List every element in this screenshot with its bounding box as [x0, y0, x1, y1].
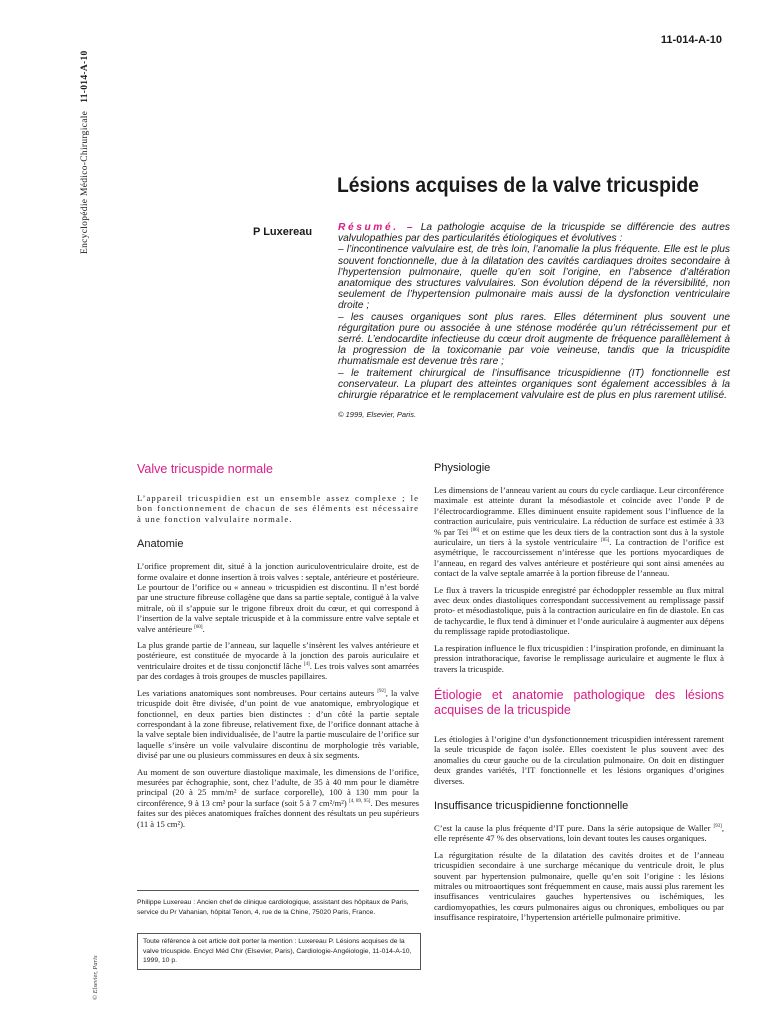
paragraph: La respiration influence le flux tricuspidien : l’inspiration profonde, en diminuant la pression intrathoracique, favorise le remplissage auriculaire et augmente le flux à travers la tricuspide. — [434, 642, 724, 674]
paragraph: L’orifice proprement dit, situé à la jonction auriculoventriculaire droite, est de forme ovalaire et donne insertion à trois valves : septale, antérieure et postérieure. Le pourtour de l’orifice ou « anneau » tricuspidien est discontinu. Il n’est bordé par une structure fibreuse collagène que dans sa partie septale, contiguë à la valve mitrale, où il s’appuie sur le trigone fibreux droit du cœur, et qui correspond à l’insertion de la valve septale tricuspide et à la commissure entre valve septale et valve antérieure [60]. — [137, 561, 419, 634]
paragraph: L’appareil tricuspidien est un ensemble assez complexe ; le bon fonctionnement de chacun de ses éléments est nécessaire à une fonction valvulaire normale. — [137, 493, 419, 524]
paragraph: Les dimensions de l’anneau varient au cours du cycle cardiaque. Leur circonférence maximale est atteinte durant la mésodiastole et coïncide avec l’onde P de l’électrocardiogramme. Elles diminuent ensuite rapidement sous l’influence de la contraction auriculaire, puis ventriculaire. La réduction de surface est estimée à 33 % par Tei [86] et on estime que les deux tiers de la contraction sont dus à la systole auriculaire, un tiers à la systole ventriculaire [85]. La contraction de l’orifice est asymétrique, le raccourcissement n’intéresse que les portions myocardiques de l’anneau, en regard des valves antérieure et postérieure qui sont ainsi amenées au contact de la valve septale amarrée à la portion fibreuse de l’anneau. — [434, 485, 725, 579]
subsection-heading-physiologie: Physiologie — [434, 462, 491, 474]
left-column — [137, 462, 419, 835]
paragraph: Au moment de son ouverture diastolique maximale, les dimensions de l’orifice, mesurées par échographie, sont, chez l’adulte, de 35 à 40 mm pour le diamètre principal (20 à 25 mm/m² de surface corporelle), 100 à 130 mm pour la circonférence, 9 à 13 cm² pour la surface (soit 5 à 7 cm²/m²) [4, 89, 95]. Des mesures faites sur des pièces anatomiques fraîches donnent des résultats un peu supérieurs (11 à 15 cm²). — [137, 766, 419, 829]
encyclopedia-name: Encyclopédie Médico-Chirurgicale — [80, 110, 90, 254]
abstract-intro: Résumé. – La pathologie acquise de la tricuspide se différencie des autres valvulopathies par des particularités étiologiques et évolutives : — [338, 222, 730, 245]
abstract-copyright: © 1999, Elsevier, Paris. — [338, 410, 417, 420]
encyclopedia-side-label — [80, 24, 92, 254]
subsection-heading-anatomie: Anatomie — [137, 538, 184, 551]
paragraph: La plus grande partie de l’anneau, sur laquelle s’insèrent les valves antérieure et postérieure, est constituée de myocarde à la jonction des parois auriculaire et ventriculaire droites et de tissu conjonctif lâche [4]. Les trois valves sont amarrées par des cordages à trois groupes de muscles papillaires. — [137, 640, 419, 682]
paragraph: Les étiologies à l’origine d’un dysfonctionnement tricuspidien intéressent rarement la seule tricuspide de façon isolée. Elles coexistent le plus souvent avec des anomalies du cœur gauche ou de la circulation pulmonaire. On doit en distinguer deux grandes variétés, l’IT fonctionnelle et les lésions organiques d’origines diverses. — [434, 733, 724, 786]
section-heading-etiologie: Étiologie et anatomie pathologique des lésions acquises de la tricuspide — [434, 687, 724, 717]
side-copyright: © Elsevier, Paris — [92, 955, 99, 1000]
paragraph: La régurgitation résulte de la dilatation des cavités droites et de l’anneau tricuspidien secondaire à une surcharge mécanique du ventricule droit, le plus souvent par hypertension pulmonaire, quelle qu’en soit l’origine : les lésions mitrales ou mitroaortiques sont fréquemment en cause, mais aussi plus rarement les insuffisances ventriculaires gauches hypertensives ou ischémiques, les cardiomyopathies, les cœurs pulmonaires aigus ou chroniques, emboliques ou par insuffisance respiratoire, l’hypertension artérielle pulmonaire primitive. — [434, 849, 724, 923]
subsection-heading-it-fonctionnelle: Insuffisance tricuspidienne fonctionnelle — [434, 799, 629, 812]
citation-box: Toute référence à cet article doit porter la mention : Luxereau P. Lésions acquises de la valve tricuspide. Encycl Méd Chir (Elsevier, Paris), Cardiologie-Angéiologie, 11-014-A-10, 1999, 10 p. — [137, 933, 421, 970]
document-code: 11-014-A-10 — [660, 34, 722, 46]
footnote-divider — [137, 890, 419, 891]
paragraph: C’est la cause la plus fréquente d’IT pure. Dans la série autopsique de Waller [93], elle représente 47 % des observations, loin devant toutes les causes organiques. — [434, 822, 724, 844]
right-column — [434, 462, 724, 929]
side-doc-code: 11-014-A-10 — [80, 50, 90, 103]
section-heading-valve-normale: Valve tricuspide normale — [137, 462, 273, 476]
abstract-item: – l’incontinence valvulaire est, de très loin, l’anomalie la plus fréquente. Elle est le plus souvent fonctionnelle, due à la dilatation des cavités cardiaques droites secondaire à l’hypertension pulmonaire, quelle qu’en soit l’origine, en l’absence d’altération anatomique des structures valvulaires. Son évolution dépend de la réversibilité, non seulement de l’hypertension pulmonaire mais aussi de la dysfonction ventriculaire droite ; — [338, 244, 730, 312]
abstract-label: Résumé. – — [338, 222, 416, 233]
author-name: P Luxereau — [253, 226, 313, 238]
paragraph: Les variations anatomiques sont nombreuses. Pour certains auteurs [92], la valve tricuspide doit être divisée, d’un point de vue anatomique, embryologique et fonctionnel, en deux parties bien distinctes : d’un côté la partie septale correspondant à la zone fibreuse, relativement fixe, de l’orifice donnant attache à la valve septale bien individualisée, de l’autre la partie musculaire de l’orifice sur laquelle s’insère un voile valvulaire discontinu de morphologie très variable, divisé par une ou plusieurs commissures en deux à six segments. — [137, 687, 419, 761]
author-affiliation: Philippe Luxereau : Ancien chef de clinique cardiologique, assistant des hôpitaux de Paris, service du Pr Vahanian, hôpital Tenon, 4, rue de la Chine, 75020 Paris, France. — [137, 899, 409, 916]
abstract-item: – le traitement chirurgical de l’insuffisance tricuspidienne (IT) fonctionnelle est conservateur. La plupart des atteintes organiques sont également accessibles à la chirurgie réparatrice et le remplacement valvulaire est de plus en plus rarement utilisé. — [338, 367, 730, 402]
abstract — [338, 222, 730, 420]
paragraph: Le flux à travers la tricuspide enregistré par échodoppler ressemble au flux mitral avec deux ondes diastoliques correspondant successivement au remplissage passif proto- et mésodiastolique, puis à la contraction auriculaire en fin de diastole. En cas de tachycardie, le flux tend à diminuer et l’onde auriculaire à augmenter aux dépens du remplissage rapide protodiastolique. — [434, 584, 724, 637]
article-title: Lésions acquises de la valve tricuspide — [337, 174, 699, 197]
abstract-item: – les causes organiques sont plus rares. Elles déterminent plus souvent une régurgitation pure ou associée à une sténose modérée qu’un rétrécissement pur et serré. L’endocardite infectieuse du cœur droit augmente de fréquence parallèlement à la progression de la toxicomanie par voie veineuse, tandis que la tricuspidite rhumatismale est devenue très rare ; — [338, 311, 730, 368]
